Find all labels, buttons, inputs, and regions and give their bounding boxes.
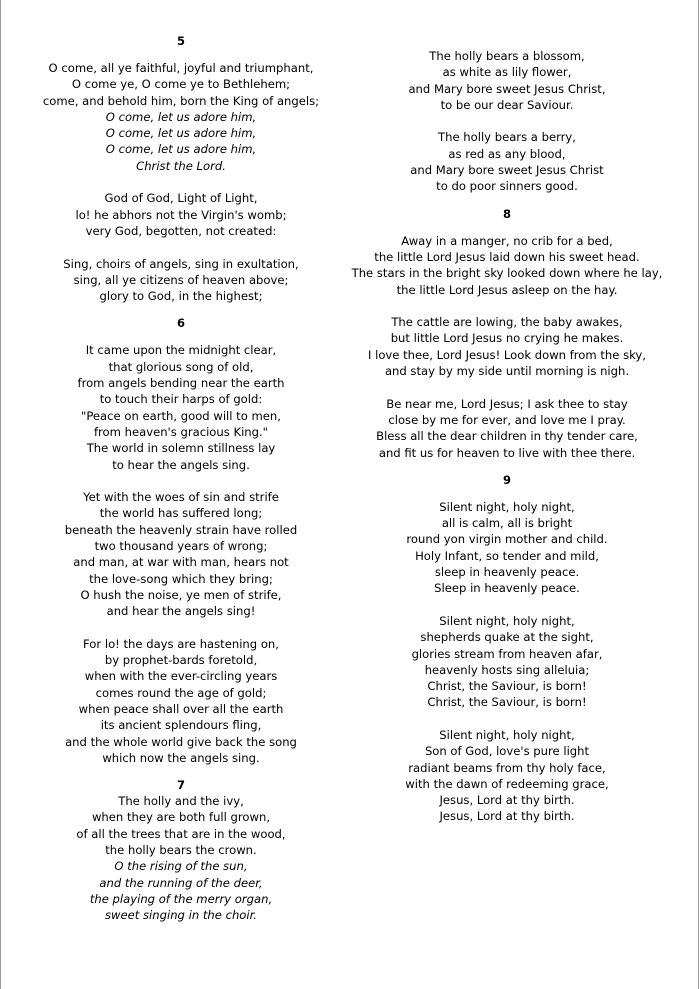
lyric-line: all is calm, all is bright xyxy=(441,516,573,531)
lyric-line: sleep in heavenly peace. xyxy=(434,565,580,580)
lyric-line: and the whole world give back the song xyxy=(65,734,297,749)
song-8-verse-2 xyxy=(341,314,673,379)
lyric-line: Silent night, holy night, xyxy=(439,727,575,742)
song-number: 7 xyxy=(176,778,185,793)
lyric-line: The cattle are lowing, the baby awakes, xyxy=(391,315,623,330)
lyric-line: It came upon the midnight clear, xyxy=(85,343,277,358)
left-column xyxy=(31,33,331,924)
lyric-line: from heaven's gracious King." xyxy=(93,424,269,439)
lyric-line: O come, all ye faithful, joyful and triumphant, xyxy=(48,61,314,75)
lyric-line: The holly and the ivy, xyxy=(118,794,244,809)
lyric-line: Jesus, Lord at thy birth. xyxy=(439,793,575,808)
lyric-line: glories stream from heaven afar, xyxy=(411,646,603,661)
lyric-line: beneath the heavenly strain have rolled xyxy=(64,522,298,537)
lyric-line: two thousand years of wrong; xyxy=(94,539,268,554)
lyric-line: Silent night, holy night, xyxy=(439,613,575,628)
lyric-line: very God, begotten, not created: xyxy=(85,223,277,238)
lyric-line: The holly bears a berry, xyxy=(438,130,576,145)
lyric-line: Yet with the woes of sin and strife xyxy=(83,490,279,505)
lyric-line: God of God, Light of Light, xyxy=(104,191,258,206)
refrain-line: and the running of the deer, xyxy=(99,875,263,890)
refrain-line: O come, let us adore him, xyxy=(105,109,257,124)
lyric-line: come, and behold him, born the King of angels; xyxy=(42,93,320,108)
lyric-line: sing, all ye citizens of heaven above; xyxy=(73,272,289,287)
lyric-line: and fit us for heaven to live with thee there. xyxy=(378,445,636,460)
lyric-line: when they are both full grown, xyxy=(91,810,271,825)
song-5-verse-2 xyxy=(31,190,331,239)
song-number: 8 xyxy=(502,206,511,221)
refrain-line: O come, let us adore him, xyxy=(105,142,257,157)
lyric-line: when with the ever-circling years xyxy=(84,669,278,684)
lyric-line: The world in solemn stillness lay xyxy=(86,441,276,456)
lyric-line: O come ye, O come ye to Bethlehem; xyxy=(71,77,291,92)
lyric-line: which now the angels sing. xyxy=(102,750,260,765)
refrain-line: the playing of the merry organ, xyxy=(89,891,273,906)
song-5-verse-3 xyxy=(31,256,331,305)
song-9-verse-3 xyxy=(341,727,673,825)
lyric-line: Sing, choirs of angels, sing in exultation, xyxy=(63,256,299,271)
lyric-line: but little Lord Jesus no crying he makes. xyxy=(390,331,624,346)
lyric-line: I love thee, Lord Jesus! Look down from the sky, xyxy=(368,347,646,362)
lyric-line: as white as lily flower, xyxy=(442,65,572,80)
lyric-line: to do poor sinners good. xyxy=(436,179,578,194)
song-number: 6 xyxy=(176,316,185,331)
lyric-line: and man, at war with man, hears not xyxy=(73,555,289,570)
right-column xyxy=(341,48,673,825)
lyric-line: The holly bears a blossom, xyxy=(429,49,585,63)
song-9-verse-2 xyxy=(341,613,673,711)
song-number: 5 xyxy=(176,34,185,48)
lyric-line: and Mary bore sweet Jesus Christ xyxy=(410,163,604,178)
lyric-line: close by me for ever, and love me I pray. xyxy=(388,412,626,427)
refrain-line: O the rising of the sun, xyxy=(114,859,248,874)
lyric-line: of all the trees that are in the wood, xyxy=(76,826,286,841)
song-8-verse-3 xyxy=(341,396,673,461)
song-6-verse-3 xyxy=(31,636,331,766)
song-6-verse-2 xyxy=(31,489,331,619)
lyric-line: radiant beams from thy holy face, xyxy=(408,760,606,775)
lyric-line: to touch their harps of gold: xyxy=(99,392,263,407)
refrain-line: sweet singing in the choir. xyxy=(105,908,257,923)
lyric-line: Be near me, Lord Jesus; I ask thee to stay xyxy=(386,396,628,411)
refrain-line: Christ the Lord. xyxy=(136,158,226,173)
lyric-line: Silent night, holy night, xyxy=(439,499,575,514)
lyric-line: O hush the noise, ye men of strife, xyxy=(80,587,282,602)
lyric-line: Son of God, love's pure light xyxy=(424,744,590,759)
refrain-line: O come, let us adore him, xyxy=(105,126,257,141)
song-7-verse-3 xyxy=(341,129,673,194)
lyric-line: the little Lord Jesus laid down his sweet head. xyxy=(374,249,640,264)
lyric-line: by prophet-bards foretold, xyxy=(104,653,258,668)
lyric-line: glory to God, in the highest; xyxy=(99,289,263,304)
lyric-line: The stars in the bright sky looked down where he lay, xyxy=(351,266,663,281)
lyric-line: when peace shall over all the earth xyxy=(78,701,284,716)
lyric-line: the holly bears the crown. xyxy=(105,843,257,858)
lyric-line: heavenly hosts sing alleluia; xyxy=(424,662,590,677)
lyric-line: to be our dear Saviour. xyxy=(440,97,574,112)
lyric-line: and stay by my side until morning is nigh. xyxy=(384,364,630,379)
song-9-verse-1 xyxy=(341,499,673,597)
lyric-line: as red as any blood, xyxy=(448,146,566,161)
song-7-verse-2 xyxy=(341,48,673,113)
lyric-line: lo! he abhors not the Virgin's womb; xyxy=(75,207,287,222)
lyric-line: to hear the angels sing. xyxy=(112,457,250,472)
lyric-line: and Mary bore sweet Jesus Christ, xyxy=(408,81,606,96)
song-5-verse-1 xyxy=(31,60,331,174)
lyric-line: Away in a manger, no crib for a bed, xyxy=(401,233,613,248)
lyric-line: its ancient splendours fling, xyxy=(100,718,262,733)
song-number: 9 xyxy=(502,472,511,487)
lyric-line: Sleep in heavenly peace. xyxy=(434,581,580,596)
lyric-line: with the dawn of redeeming grace, xyxy=(405,776,609,791)
lyric-line: and hear the angels sing! xyxy=(106,604,256,619)
song-7-verse-1 xyxy=(31,793,331,923)
lyric-line: Holy Infant, so tender and mild, xyxy=(415,548,599,563)
lyric-line: that glorious song of old, xyxy=(108,359,254,374)
lyric-line: For lo! the days are hastening on, xyxy=(83,636,279,651)
lyric-line: "Peace on earth, good will to men, xyxy=(81,408,281,423)
lyric-line: comes round the age of gold; xyxy=(95,685,267,700)
song-8-verse-1 xyxy=(341,233,673,298)
lyric-line: from angels bending near the earth xyxy=(77,376,285,391)
song-6-verse-1 xyxy=(31,342,331,472)
lyric-line: Jesus, Lord at thy birth. xyxy=(439,809,575,824)
lyric-line: Christ, the Saviour, is born! xyxy=(427,695,587,710)
lyric-line: the world has suffered long; xyxy=(99,506,263,521)
lyric-line: the love-song which they bring; xyxy=(89,571,273,586)
lyric-line: round yon virgin mother and child. xyxy=(406,532,608,547)
lyric-line: shepherds quake at the sight, xyxy=(420,630,594,645)
lyric-line: Christ, the Saviour, is born! xyxy=(427,679,587,694)
lyric-line: Bless all the dear children in thy tender care, xyxy=(376,429,638,444)
lyric-line: the little Lord Jesus asleep on the hay. xyxy=(396,282,618,297)
